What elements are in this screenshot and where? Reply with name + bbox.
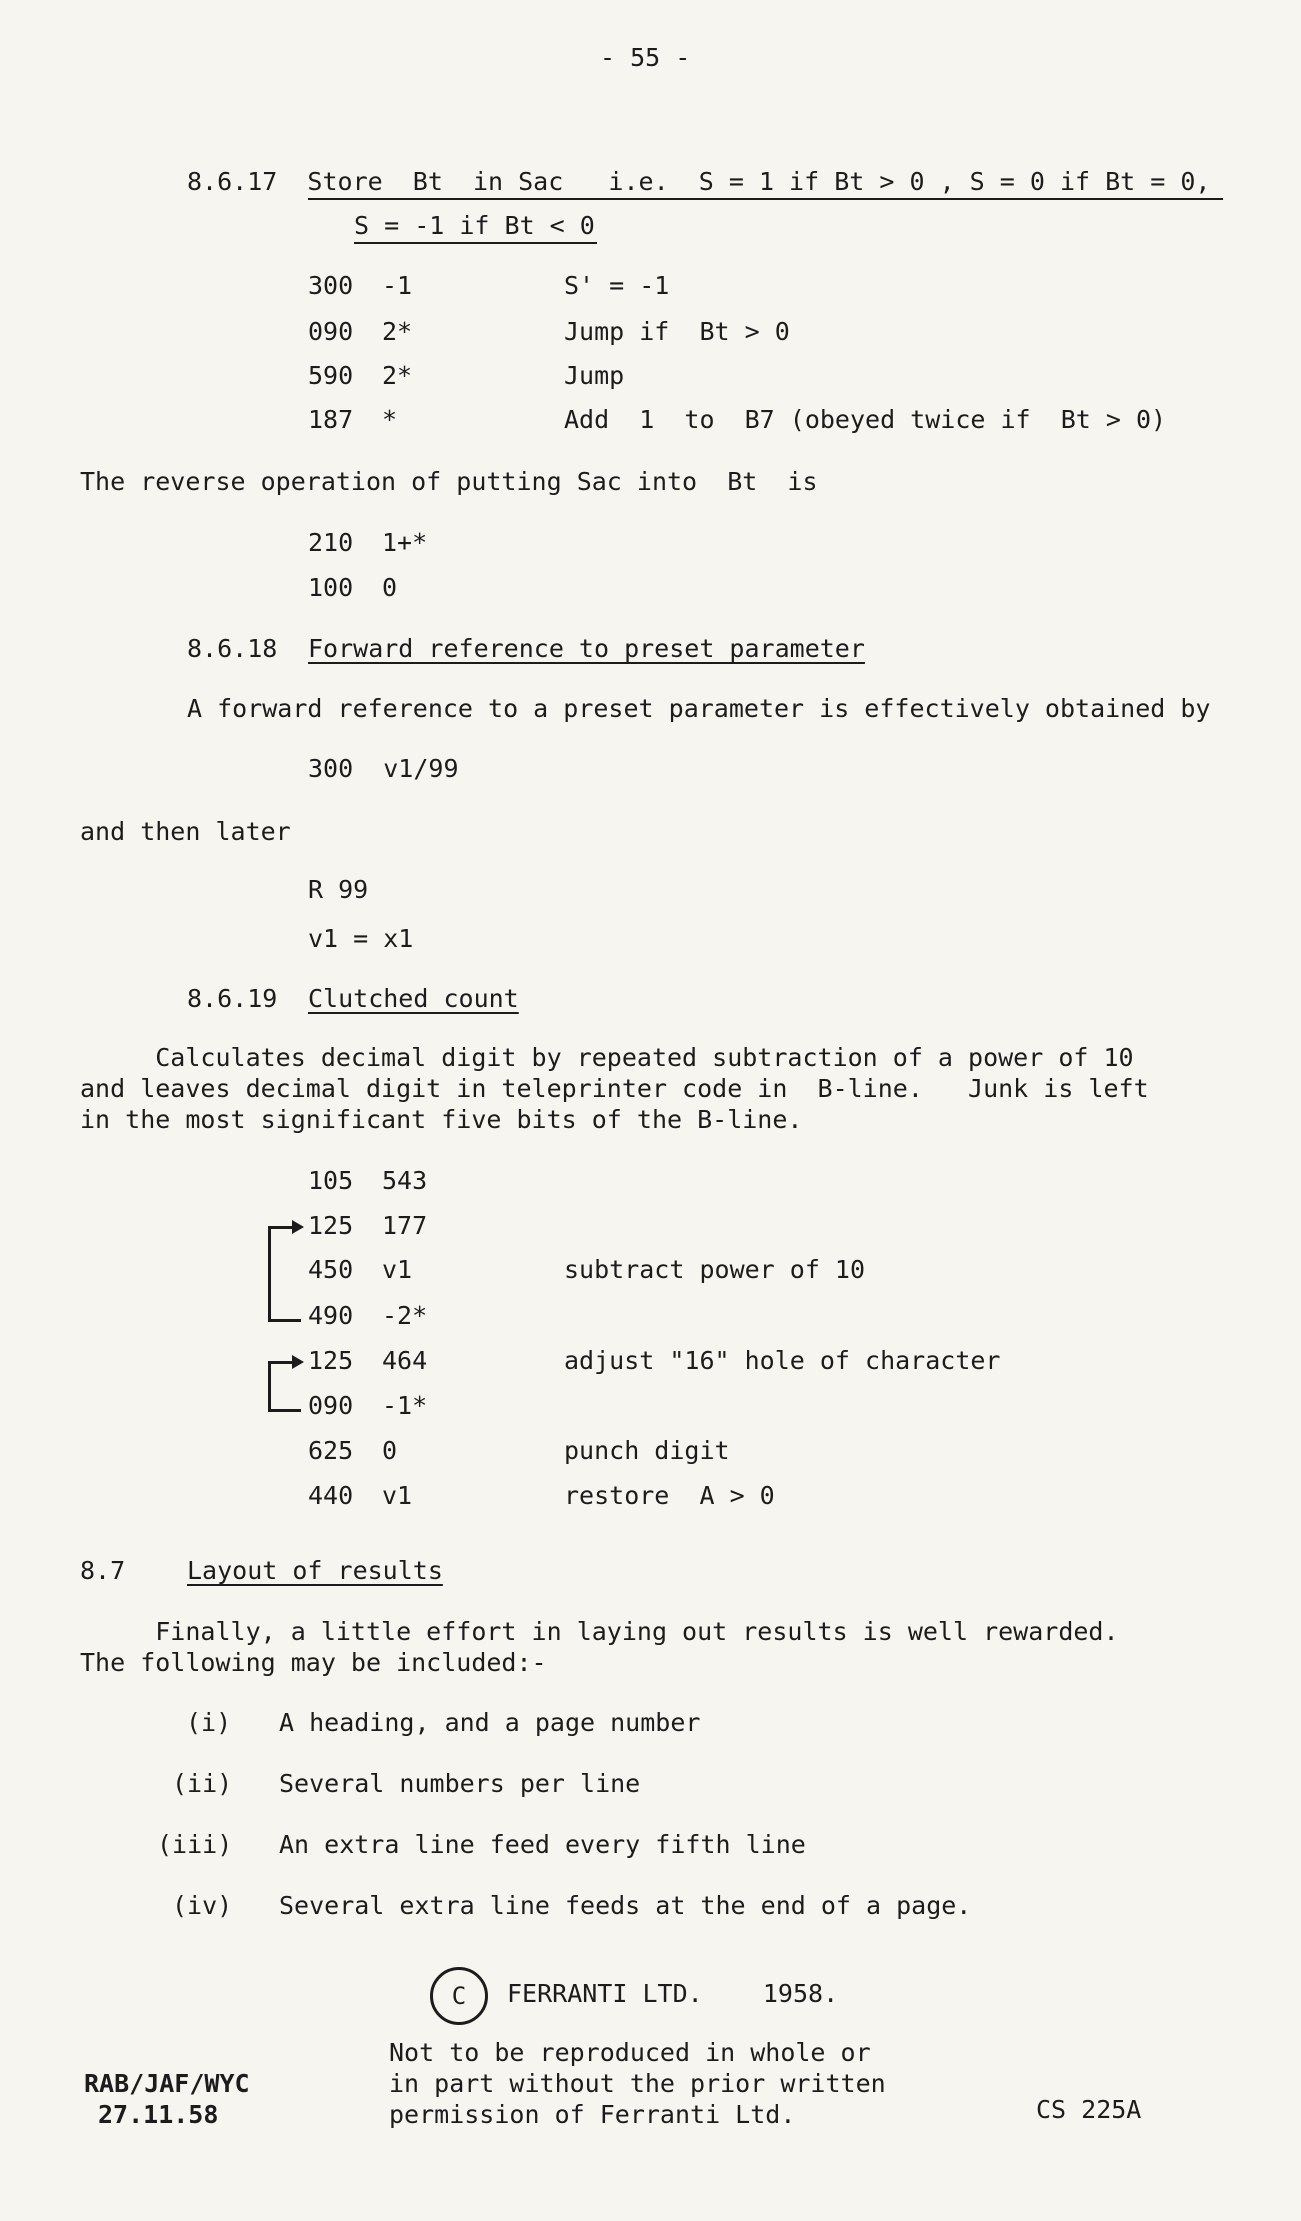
code-address: 125: [308, 1211, 354, 1240]
code-address: 100: [308, 573, 354, 602]
code-address: 490: [308, 1301, 354, 1330]
arrow-right-icon: [292, 1220, 304, 1234]
code-comment: subtract power of 10: [564, 1255, 866, 1284]
code-operand: 543: [382, 1166, 428, 1195]
code-operand: 1+*: [382, 528, 428, 557]
reverse-operation-text: The reverse operation of putting Sac into Bt is: [80, 467, 818, 496]
code-address: 105: [308, 1166, 354, 1195]
list-item-label: (ii): [172, 1769, 233, 1798]
code-operand: 0: [382, 1436, 398, 1465]
code-operand: v1: [382, 1255, 413, 1284]
section-87-title: Layout of results: [187, 1556, 443, 1585]
code-address: 440: [308, 1481, 354, 1510]
then-later-text: and then later: [80, 817, 291, 846]
section-8618-title: Forward reference to preset parameter: [308, 634, 865, 663]
code-address: 625: [308, 1436, 354, 1465]
code-line: R 99: [308, 875, 369, 904]
code-operand: 177: [382, 1211, 428, 1240]
code-operand: v1: [382, 1481, 413, 1510]
code-address: 187: [308, 405, 354, 434]
code-line: 300 v1/99: [308, 754, 459, 783]
list-item-text: A heading, and a page number: [279, 1708, 701, 1737]
code-address: 125: [308, 1346, 354, 1375]
code-comment: S' = -1: [564, 271, 670, 300]
code-operand: 2*: [382, 317, 413, 346]
code-operand: -1*: [382, 1391, 428, 1420]
code-comment: Add 1 to B7 (obeyed twice if Bt > 0): [564, 405, 1167, 434]
paragraph-line: Finally, a little effort in laying out results is well rewarded.: [80, 1617, 1119, 1646]
loop-bracket: [268, 1226, 301, 1322]
reproduction-notice-line: permission of Ferranti Ltd.: [389, 2100, 796, 2129]
code-comment: Jump: [564, 361, 625, 390]
list-item-text: Several numbers per line: [279, 1769, 641, 1798]
code-address: 090: [308, 1391, 354, 1420]
paragraph-line: Calculates decimal digit by repeated subtraction of a power of 10: [80, 1043, 1134, 1072]
code-comment: Jump if Bt > 0: [564, 317, 790, 346]
section-87-number: 8.7: [80, 1556, 126, 1585]
code-address: 090: [308, 317, 354, 346]
code-address: 300: [308, 271, 354, 300]
list-item-label: (i): [186, 1708, 232, 1737]
code-operand: 0: [382, 573, 398, 602]
code-operand: -1: [382, 271, 413, 300]
code-operand: 464: [382, 1346, 428, 1375]
section-8617-heading-line2: S = -1 if Bt < 0: [354, 211, 595, 240]
paragraph-line: in the most significant five bits of the B-line.: [80, 1105, 803, 1134]
code-operand: -2*: [382, 1301, 428, 1330]
paragraph-line: The following may be included:-: [80, 1648, 547, 1677]
code-operand: *: [382, 405, 398, 434]
code-address: 590: [308, 361, 354, 390]
copyright-text: FERRANTI LTD. 1958.: [507, 1979, 839, 2008]
code-line: v1 = x1: [308, 924, 414, 953]
section-8619-title: Clutched count: [308, 984, 519, 1013]
code-address: 450: [308, 1255, 354, 1284]
copyright-icon: C: [430, 1967, 488, 2025]
code-address: 210: [308, 528, 354, 557]
list-item-text: An extra line feed every fifth line: [279, 1830, 806, 1859]
list-item-label: (iii): [157, 1830, 233, 1859]
section-8619-number: 8.6.19: [187, 984, 278, 1013]
code-comment: restore A > 0: [564, 1481, 775, 1510]
heading-underline: [308, 198, 1223, 200]
reproduction-notice-line: Not to be reproduced in whole or: [389, 2038, 871, 2067]
section-8617-heading-line1: 8.6.17 Store Bt in Sac i.e. S = 1 if Bt > 0 , S = 0 if Bt = 0,: [187, 167, 1211, 196]
reproduction-notice-line: in part without the prior written: [389, 2069, 886, 2098]
page-number: - 55 -: [600, 43, 691, 72]
document-code: CS 225A: [1036, 2095, 1142, 2124]
list-item-label: (iv): [172, 1891, 233, 1920]
heading-underline: [354, 242, 597, 244]
list-item-text: Several extra line feeds at the end of a page.: [279, 1891, 972, 1920]
code-comment: punch digit: [564, 1436, 730, 1465]
author-initials: RAB/JAF/WYC: [84, 2069, 250, 2098]
code-operand: 2*: [382, 361, 413, 390]
code-comment: adjust "16" hole of character: [564, 1346, 1001, 1375]
paragraph-line: and leaves decimal digit in teleprinter code in B-line. Junk is left: [80, 1074, 1149, 1103]
section-8618-number: 8.6.18: [187, 634, 278, 663]
document-date: 27.11.58: [98, 2100, 219, 2129]
arrow-right-icon: [292, 1355, 304, 1369]
section-8618-intro: A forward reference to a preset parameter is effectively obtained by: [187, 694, 1211, 723]
